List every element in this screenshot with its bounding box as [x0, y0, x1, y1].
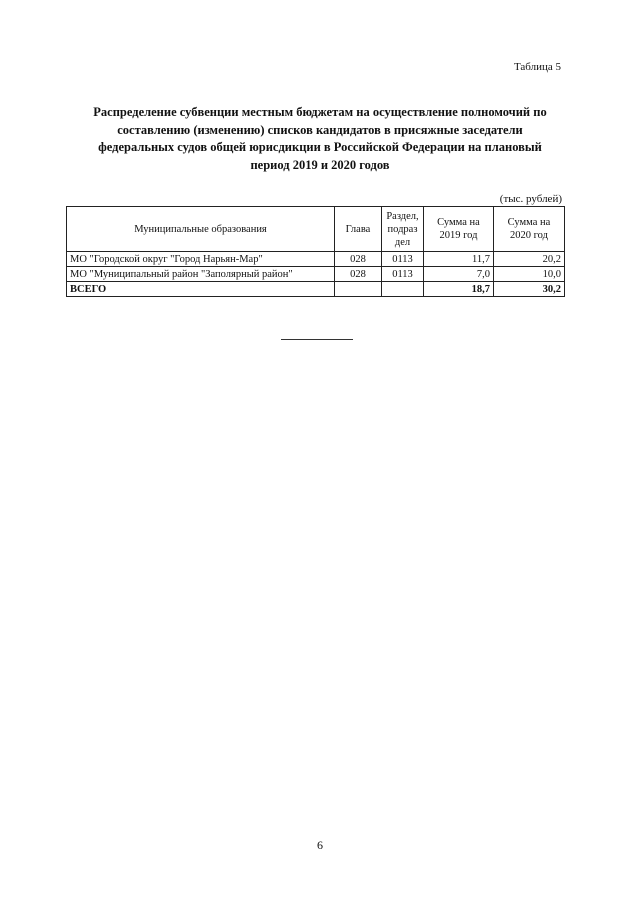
title-line: Распределение субвенции местным бюджетам на осуществление полномочий по [93, 105, 547, 119]
row-sum-2020: 20,2 [494, 252, 565, 267]
header-sum-2020-line: 2020 год [510, 230, 548, 241]
title-line: период 2019 и 2020 годов [250, 157, 390, 172]
table-row [67, 267, 565, 282]
table-number-label: Таблица 5 [513, 61, 561, 73]
header-section-line: дел [394, 236, 411, 248]
table-header-row [67, 207, 565, 252]
header-sum-2019-line: 2019 год [439, 230, 478, 241]
header-sum-2019-line: Сумма на [437, 217, 480, 228]
header-sum-2020-line: Сумма на [507, 217, 551, 228]
header-municipality: Муниципальные образования [67, 207, 335, 252]
total-sum-2019: 18,7 [424, 282, 494, 297]
header-sum-2020 [494, 207, 565, 252]
subvention-table [66, 206, 565, 297]
title-line: составлению (изменению) списков кандидатов в присяжные заседатели [117, 122, 523, 137]
header-section [382, 207, 424, 252]
header-section-line: подраз [387, 223, 418, 235]
page-number: 6 [317, 838, 323, 852]
row-section: 0113 [382, 252, 424, 267]
row-section: 0113 [382, 267, 424, 282]
total-label: ВСЕГО [67, 282, 335, 297]
row-municipality: МО "Городской округ "Город Нарьян-Мар" [67, 252, 335, 267]
separator-line [281, 339, 353, 340]
row-sum-2019: 7,0 [424, 267, 494, 282]
row-sum-2019: 11,7 [424, 252, 494, 267]
title-line: федеральных судов общей юрисдикции в Российской Федерации на плановый [98, 140, 542, 154]
header-chapter: Глава [335, 207, 382, 252]
units-label: (тыс. рублей) [499, 193, 562, 205]
header-section-line: Раздел, [386, 210, 419, 222]
row-municipality: МО "Муниципальный район "Заполярный район" [67, 267, 335, 282]
document-title [64, 104, 576, 174]
table-row [67, 252, 565, 267]
table-total-row [67, 282, 565, 297]
row-chapter: 028 [335, 252, 382, 267]
row-chapter: 028 [335, 267, 382, 282]
total-sum-2020: 30,2 [494, 282, 565, 297]
header-sum-2019 [424, 207, 494, 252]
total-section [382, 282, 424, 297]
total-chapter [335, 282, 382, 297]
row-sum-2020: 10,0 [494, 267, 565, 282]
